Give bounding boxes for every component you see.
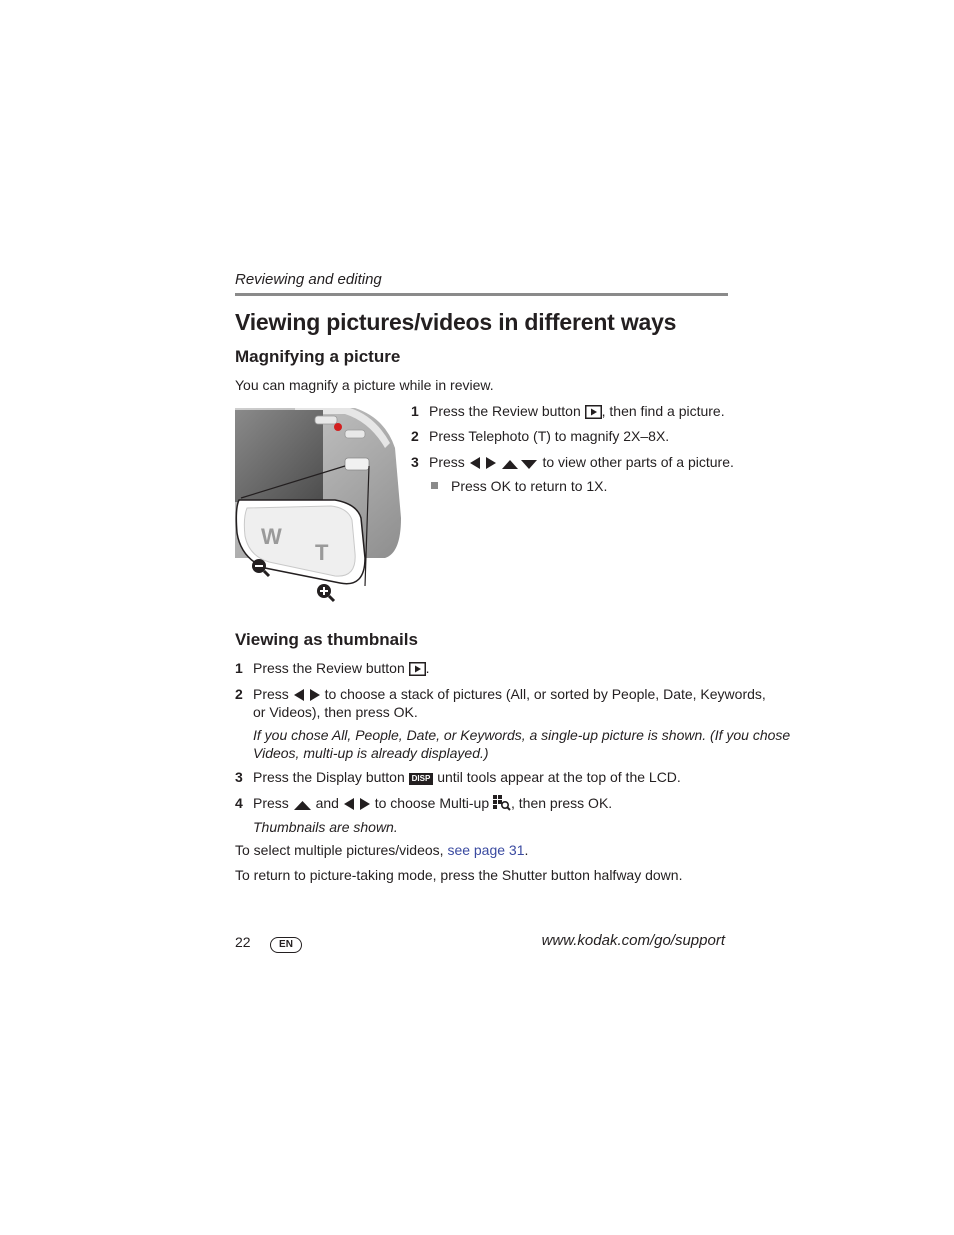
- left-right-arrows-icon: [469, 456, 497, 474]
- magnify-step-3: 3 Press to view other parts of a picture.: [411, 453, 734, 474]
- up-arrow-icon: [293, 797, 312, 815]
- camera-illustration: [235, 408, 403, 608]
- select-multiple-text: To select multiple pictures/videos, see page 31.: [235, 842, 529, 858]
- thumb-note-2: Thumbnails are shown.: [253, 819, 398, 835]
- zoom-in-icon: [317, 584, 334, 601]
- thumb-note-1-line1: If you chose All, People, Date, or Keywords, a single-up picture is shown. (If you chose: [253, 727, 791, 743]
- running-head: Reviewing and editing: [235, 271, 382, 288]
- thumb-step-2-line2: or Videos), then press OK.: [253, 704, 418, 720]
- en-language-badge: EN: [270, 934, 302, 953]
- bullet-square-icon: [431, 482, 438, 489]
- thumb-step-2: 2 Press to choose a stack of pictures (All, or sorted by People, Date, Keywords,: [235, 685, 766, 706]
- multi-up-icon: [493, 795, 511, 815]
- thumb-step-4: 4 Press and to choose Multi-up , then press OK.: [235, 794, 612, 815]
- thumb-step-1: 1 Press the Review button .: [235, 659, 430, 680]
- t-label: T: [315, 540, 329, 565]
- review-button-icon: [585, 405, 602, 423]
- see-page-31-link[interactable]: see page 31: [447, 842, 525, 858]
- support-url[interactable]: www.kodak.com/go/support: [541, 932, 725, 949]
- page-number: 22: [235, 934, 251, 950]
- thumbnails-heading: Viewing as thumbnails: [235, 630, 418, 649]
- thumb-step-3: 3 Press the Display button DISP until tools appear at the top of the LCD.: [235, 769, 681, 785]
- return-text: To return to picture-taking mode, press the Shutter button halfway down.: [235, 867, 683, 883]
- review-button-icon: [409, 662, 426, 680]
- magnify-step-2: 2 Press Telephoto (T) to magnify 2X–8X.: [411, 428, 670, 444]
- magnify-intro: You can magnify a picture while in review.: [235, 377, 494, 393]
- header-rule: [235, 293, 728, 296]
- magnify-bullet: Press OK to return to 1X.: [431, 477, 607, 495]
- magnify-step-1: 1 Press the Review button , then find a picture.: [411, 402, 725, 423]
- page-title: Viewing pictures/videos in different ways: [235, 309, 677, 335]
- magnify-heading: Magnifying a picture: [235, 347, 401, 366]
- disp-button-icon: DISP: [409, 773, 434, 785]
- left-right-arrows-icon: [343, 797, 371, 815]
- thumb-note-1-line2: Videos, multi-up is already displayed.): [253, 745, 489, 761]
- w-label: W: [261, 524, 282, 549]
- up-down-arrows-icon: [501, 456, 539, 474]
